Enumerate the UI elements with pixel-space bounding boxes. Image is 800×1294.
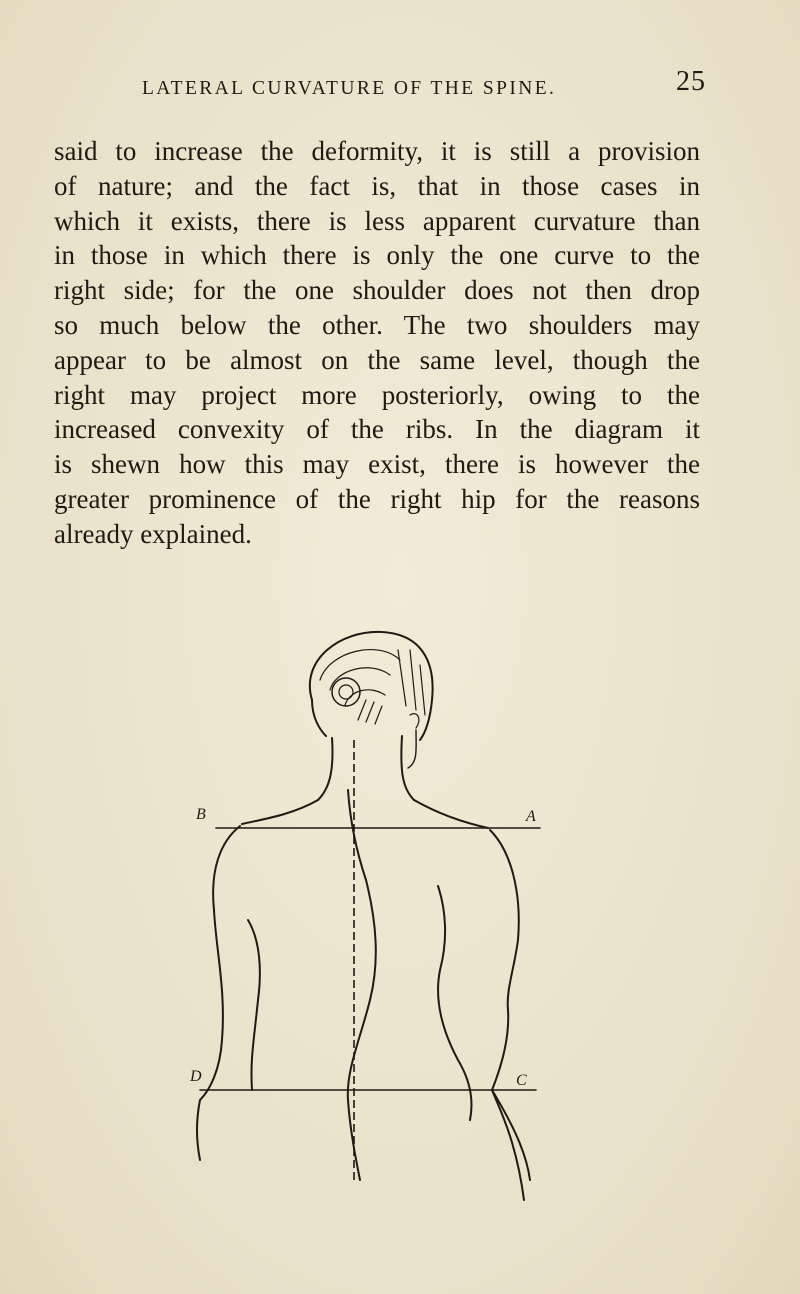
text-line: already explained. — [54, 518, 252, 549]
ear-inner — [339, 685, 353, 699]
label-c: C — [516, 1072, 527, 1089]
left-shoulder — [242, 800, 318, 824]
torso-right — [490, 830, 530, 1180]
body-paragraph — [54, 134, 700, 552]
torso-left — [197, 826, 240, 1160]
text-line: right may project more posteriorly, owing to the — [54, 379, 700, 410]
spine-curve — [348, 790, 376, 1180]
label-b: B — [196, 806, 206, 823]
text-line: appear to be almost on the same level, though the — [54, 344, 700, 375]
text-line: so much below the other. The two shoulders may — [54, 309, 700, 340]
head-inner — [312, 700, 326, 736]
spine-diagram — [170, 620, 570, 1220]
label-a: A — [526, 808, 536, 825]
rib-right — [438, 886, 472, 1120]
text-line: which it exists, there is less apparent curvature than — [54, 205, 700, 236]
text-line: increased convexity of the ribs. In the diagram it — [54, 414, 700, 445]
scapula-left — [248, 920, 260, 1090]
text-line: in those in which there is only the one curve to the — [54, 240, 700, 271]
text-line: right side; for the one shoulder does not then drop — [54, 275, 700, 306]
text-line: greater prominence of the right hip for the reasons — [54, 483, 700, 514]
page-number: 25 — [676, 66, 706, 97]
right-shoulder — [414, 800, 488, 828]
hair-curls — [358, 700, 419, 728]
label-d: D — [190, 1068, 202, 1085]
spine-diagram-drawing — [170, 620, 570, 1220]
lower-right — [492, 1090, 524, 1200]
text-line: is shewn how this may exist, there is however the — [54, 449, 700, 480]
text-line: said to increase the deformity, it is still a provision — [54, 136, 700, 166]
text-line: of nature; and the fact is, that in those cases in — [54, 170, 700, 201]
neck-right-inner — [408, 730, 416, 768]
running-head: LATERAL CURVATURE OF THE SPINE. — [142, 78, 557, 99]
neck-left — [318, 738, 332, 800]
